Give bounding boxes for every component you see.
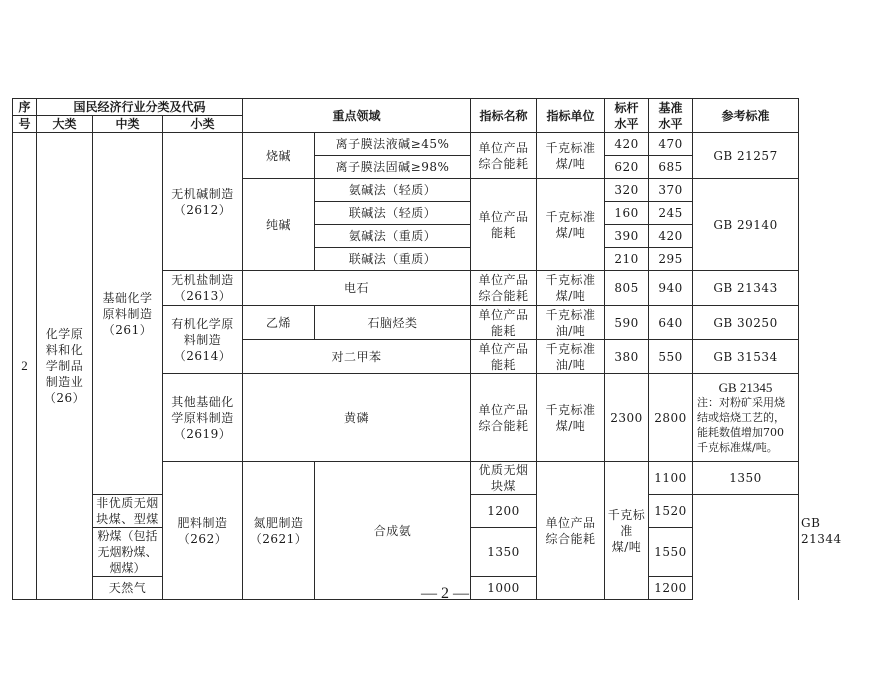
table-row: 肥料制造 （262） 氮肥制造 （2621） 合成氨 优质无烟块煤 单位产品 综合能耗 千克标准 煤/吨 1100 1350 GB 21344	[13, 462, 799, 495]
header-industry-group: 国民经济行业分类及代码	[37, 99, 243, 116]
benchmark-value: 1350	[471, 528, 537, 577]
page-number: — 2 —	[421, 585, 469, 602]
indicator-line: 单位产品	[478, 273, 529, 287]
minor-line: 氮肥制造	[253, 515, 304, 530]
baseline-value: 420	[649, 225, 693, 248]
unit-line: 千克标准	[545, 140, 596, 155]
indicator-line: 能耗	[491, 357, 517, 372]
minor-inorganic-base-cell	[163, 133, 243, 271]
unit-cell	[537, 179, 605, 271]
benchmark-value: 380	[605, 340, 649, 374]
baseline-value: 2800	[649, 374, 693, 462]
area-soda-ammonia-heavy-cell: 氨碱法（重质）	[315, 225, 471, 248]
minor-line: （2613）	[173, 289, 232, 303]
indicator-cell	[471, 374, 537, 462]
benchmark-value: 160	[605, 202, 649, 225]
area-ethylene-sub-cell: 石脑烃类	[315, 306, 471, 340]
minor-line: 有机化学原	[171, 316, 234, 331]
area-soda-ammonia-light-cell: 氨碱法（轻质）	[315, 179, 471, 202]
header-benchmark-line1: 标杆	[614, 100, 639, 115]
header-middle: 中类	[93, 116, 163, 133]
reference-standard	[693, 374, 799, 462]
header-baseline-line2: 水平	[658, 116, 683, 131]
indicator-cell	[471, 306, 537, 340]
reference-standard: GB 21257	[693, 133, 799, 179]
indicator-cell	[471, 340, 537, 374]
unit-cell	[537, 340, 605, 374]
baseline-value: 685	[649, 156, 693, 179]
unit-line: 千克标准	[545, 402, 596, 417]
area-ammonia-cell: 合成氨	[315, 462, 471, 600]
baseline-value: 245	[649, 202, 693, 225]
minor-line: 无机盐制造	[171, 273, 234, 287]
minor-line: 学原料制造	[171, 410, 234, 425]
benchmark-value: 2300	[605, 374, 649, 462]
unit-cell	[537, 306, 605, 340]
header-reference: 参考标准	[693, 99, 799, 133]
unit-line: 煤/吨	[555, 225, 586, 240]
unit-line: 油/吨	[555, 323, 586, 338]
middle-line: （261）	[102, 322, 153, 337]
unit-cell	[537, 133, 605, 179]
benchmark-value: 320	[605, 179, 649, 202]
indicator-line: 综合能耗	[478, 418, 529, 433]
unit-line: 千克标准	[545, 341, 596, 356]
reference-standard: GB 29140	[693, 179, 799, 271]
benchmark-value: 420	[605, 133, 649, 156]
indicator-line: 能耗	[491, 225, 517, 240]
minor-inorganic-salt-cell	[163, 271, 243, 306]
header-minor: 小类	[163, 116, 243, 133]
energy-benchmark-table	[12, 98, 842, 600]
seq-cell	[13, 133, 37, 600]
area-ethylene-cell: 乙烯	[243, 306, 315, 340]
baseline-value: 470	[649, 133, 693, 156]
minor-line: 无机碱制造	[171, 186, 234, 201]
indicator-cell	[537, 462, 605, 600]
minor-line: （2619）	[173, 426, 232, 441]
header-row	[13, 99, 799, 116]
area-caustic-cell: 烧碱	[243, 133, 315, 179]
minor-other-cell	[163, 374, 243, 462]
reference-standard: GB 21343	[693, 271, 799, 306]
reference-standard-code: GB 21345	[718, 380, 773, 395]
minor-organic-cell	[163, 306, 243, 374]
area-ammonia-coal1-cell: 优质无烟块煤	[471, 462, 537, 495]
reference-note: 注：对粉矿采用烧结或焙烧工艺的，能耗数值增加700千克标准煤/吨。	[697, 396, 786, 454]
reference-standard: GB 31534	[693, 340, 799, 374]
baseline-value: 550	[649, 340, 693, 374]
benchmark-value: 390	[605, 225, 649, 248]
unit-cell	[537, 374, 605, 462]
area-soda-combined-light-cell: 联碱法（轻质）	[315, 202, 471, 225]
area-ammonia-gas-cell: 天然气	[93, 577, 163, 600]
unit-line: 油/吨	[555, 357, 586, 372]
seq-number: 2	[21, 358, 28, 373]
major-line: 制造业	[45, 375, 84, 389]
middle-line: 原料制造	[102, 306, 153, 321]
unit-line: 千克标准	[607, 507, 646, 538]
benchmark-value: 620	[605, 156, 649, 179]
header-seq: 序	[13, 99, 37, 116]
unit-cell	[605, 462, 649, 600]
benchmark-value: 1100	[649, 462, 693, 495]
benchmark-value: 805	[605, 271, 649, 306]
unit-line: 千克标准	[545, 209, 596, 224]
area-ammonia-coal3-cell: 粉煤（包括无烟粉煤、烟煤）	[93, 528, 163, 577]
indicator-line: 综合能耗	[478, 156, 529, 171]
area-soda-cell: 纯碱	[243, 179, 315, 271]
area-carbide-cell: 电石	[243, 271, 471, 306]
unit-line: 煤/吨	[611, 539, 642, 554]
unit-line: 煤/吨	[555, 156, 586, 171]
indicator-line: 综合能耗	[545, 531, 596, 546]
unit-line: 千克标准	[545, 273, 596, 287]
header-benchmark	[605, 99, 649, 133]
indicator-cell	[471, 179, 537, 271]
benchmark-value: 1000	[471, 577, 537, 600]
baseline-value: 1520	[649, 495, 693, 528]
minor-nitrogen-cell	[243, 462, 315, 600]
indicator-line: 单位产品	[478, 140, 529, 155]
area-caustic-liquid-cell: 离子膜法液碱≥45%	[315, 133, 471, 156]
unit-line: 煤/吨	[555, 418, 586, 433]
area-soda-combined-heavy-cell: 联碱法（重质）	[315, 248, 471, 271]
baseline-value: 370	[649, 179, 693, 202]
area-phosphorus-cell: 黄磷	[243, 374, 471, 462]
header-major: 大类	[37, 116, 93, 133]
minor-line: （2614）	[173, 348, 232, 363]
major-line: （26）	[43, 391, 86, 405]
major-line: 学制品	[45, 359, 84, 373]
header-indicator-name: 指标名称	[471, 99, 537, 133]
header-benchmark-line2: 水平	[614, 116, 639, 131]
header-baseline	[649, 99, 693, 133]
reference-standard: GB 30250	[693, 306, 799, 340]
unit-line: 千克标准	[545, 307, 596, 322]
baseline-value: 1350	[693, 462, 799, 495]
indicator-line: 能耗	[491, 323, 517, 338]
baseline-value: 640	[649, 306, 693, 340]
header-seq-bottom: 号	[13, 116, 37, 133]
area-px-cell: 对二甲苯	[243, 340, 471, 374]
indicator-line: 综合能耗	[478, 289, 529, 303]
minor-line: 其他基础化	[171, 394, 234, 409]
indicator-line: 单位产品	[478, 307, 529, 322]
table-row	[13, 133, 799, 156]
indicator-cell	[471, 133, 537, 179]
middle-basic-chem-cell	[93, 133, 163, 495]
indicator-cell	[471, 271, 537, 306]
baseline-value: 1550	[649, 528, 693, 577]
unit-line: 煤/吨	[555, 289, 586, 303]
area-ammonia-coal2-cell: 非优质无烟块煤、型煤	[93, 495, 163, 528]
major-category-cell	[37, 133, 93, 600]
indicator-line: 单位产品	[478, 341, 529, 356]
middle-fertilizer-cell	[163, 462, 243, 600]
indicator-line: 单位产品	[478, 402, 529, 417]
minor-line: （2612）	[173, 202, 232, 217]
major-line: 料和化	[45, 343, 84, 357]
benchmark-value: 210	[605, 248, 649, 271]
baseline-value: 1200	[649, 577, 693, 600]
benchmark-value: 1200	[471, 495, 537, 528]
minor-line: 料制造	[183, 332, 222, 347]
indicator-line: 单位产品	[478, 209, 529, 224]
header-baseline-line1: 基准	[658, 100, 683, 115]
middle-line: 基础化学	[102, 290, 153, 305]
major-line: 化学原	[45, 327, 84, 341]
middle-line: 肥料制造	[177, 515, 228, 530]
header-indicator-unit: 指标单位	[537, 99, 605, 133]
indicator-line: 单位产品	[545, 515, 596, 530]
baseline-value: 940	[649, 271, 693, 306]
header-key-area: 重点领域	[243, 99, 471, 133]
minor-line: （2621）	[249, 531, 308, 546]
benchmark-value: 590	[605, 306, 649, 340]
unit-cell	[537, 271, 605, 306]
middle-line: （262）	[177, 531, 228, 546]
area-caustic-solid-cell: 离子膜法固碱≥98%	[315, 156, 471, 179]
baseline-value: 295	[649, 248, 693, 271]
